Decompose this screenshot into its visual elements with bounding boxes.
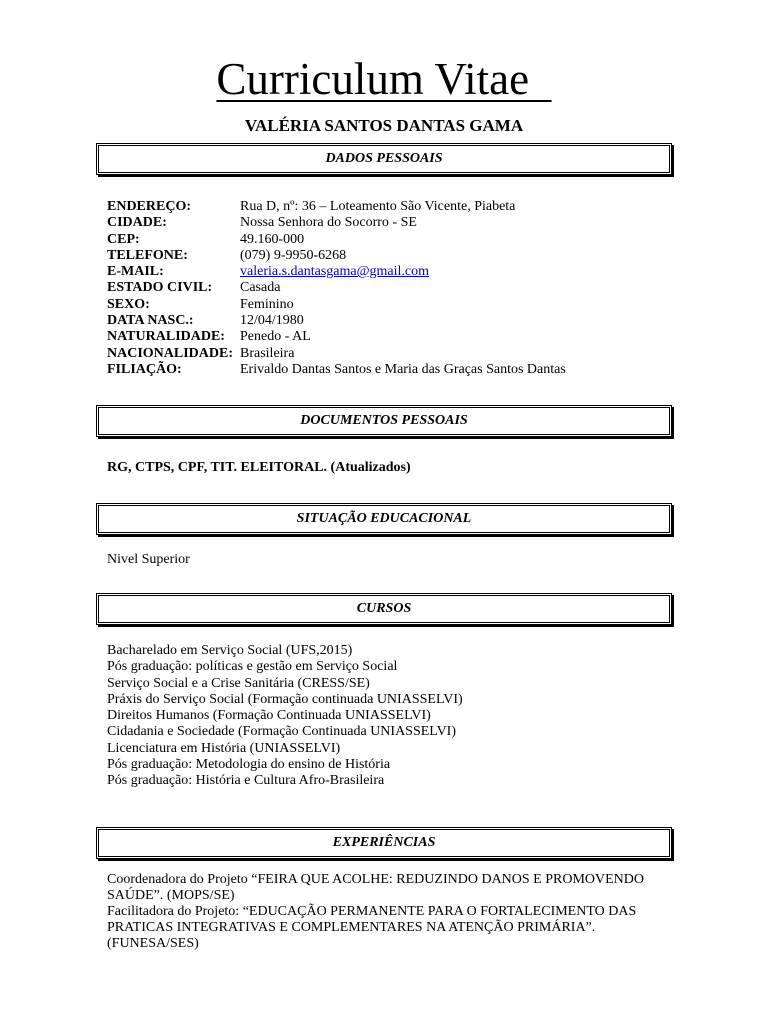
list-item: Licenciatura em História (UNIASSELVI)	[107, 740, 341, 756]
personal-data-list	[107, 199, 566, 378]
list-item: Bacharelado em Serviço Social (UFS,2015)	[107, 643, 353, 658]
field-row: NATURALIDADE: Penedo - AL	[107, 329, 311, 345]
field-row: DATA NASC.: 12/04/1980	[107, 313, 304, 329]
document-title: Curriculum Vitae	[216, 54, 552, 104]
education-text: Nivel Superior	[107, 552, 190, 567]
field-row: E-MAIL: valeria.s.dantasgama@gmail.com	[107, 264, 429, 280]
list-item: Práxis do Serviço Social (Formação continuada UNIASSELVI)	[107, 691, 463, 707]
list-item: Cidadania e Sociedade (Formação Continuada UNIASSELVI)	[107, 724, 457, 740]
field-row: CEP: 49.160-000	[107, 231, 305, 247]
section-header-experiencias: EXPERIÊNCIAS	[96, 827, 672, 859]
list-item: Pós graduação: políticas e gestão em Serviço Social	[107, 659, 398, 675]
list-item: Facilitadora do Projeto: “EDUCAÇÃO PERMANENTE PARA O FORTALECIMENTO DAS PRATICAS INTEGRATIVAS E COMPLEMENTARES NA ATENÇÃO PRIMÁRIA”. (FUNESA/SES)	[107, 904, 637, 951]
email-link[interactable]: valeria.s.dantasgama@gmail.com	[240, 264, 429, 280]
section-header-situacao-educacional: SITUAÇÃO EDUCACIONAL	[96, 503, 672, 535]
section-header-documentos-pessoais: DOCUMENTOS PESSOAIS	[96, 405, 672, 437]
list-item: Pós graduação: História e Cultura Afro-Brasileira	[107, 773, 385, 789]
documents-text: RG, CTPS, CPF, TIT. ELEITORAL. (Atualizados)	[107, 460, 411, 475]
section-header-dados-pessoais: DADOS PESSOAIS	[96, 143, 672, 175]
list-item: Serviço Social e a Crise Sanitária (CRESS/SE)	[107, 675, 370, 691]
field-row: CIDADE: Nossa Senhora do Socorro - SE	[107, 215, 417, 231]
experiences-list	[107, 872, 647, 952]
field-row: FILIAÇÃO: Erivaldo Dantas Santos e Maria das Graças Santos Dantas	[107, 361, 566, 377]
field-row: TELEFONE: (079) 9-9950-6268	[107, 247, 347, 263]
candidate-name: VALÉRIA SANTOS DANTAS GAMA	[244, 116, 524, 135]
field-row: NACIONALIDADE: Brasileira	[107, 345, 295, 361]
section-header-cursos: CURSOS	[96, 593, 672, 625]
list-item: Direitos Humanos (Formação Continuada UNIASSELVI)	[107, 708, 431, 724]
list-item: Coordenadora do Projeto “FEIRA QUE ACOLHE: REDUZINDO DANOS E PROMOVENDO SAÚDE”. (MOPS/SE)	[107, 872, 645, 903]
field-row: SEXO: Feminino	[107, 296, 294, 312]
list-item: Pós graduação: Metodologia do ensino de História	[107, 757, 391, 773]
courses-list	[107, 643, 463, 790]
field-row: ESTADO CIVIL: Casada	[107, 280, 281, 296]
field-row: ENDEREÇO: Rua D, nº: 36 – Loteamento São Vicente, Piabeta	[107, 199, 516, 214]
